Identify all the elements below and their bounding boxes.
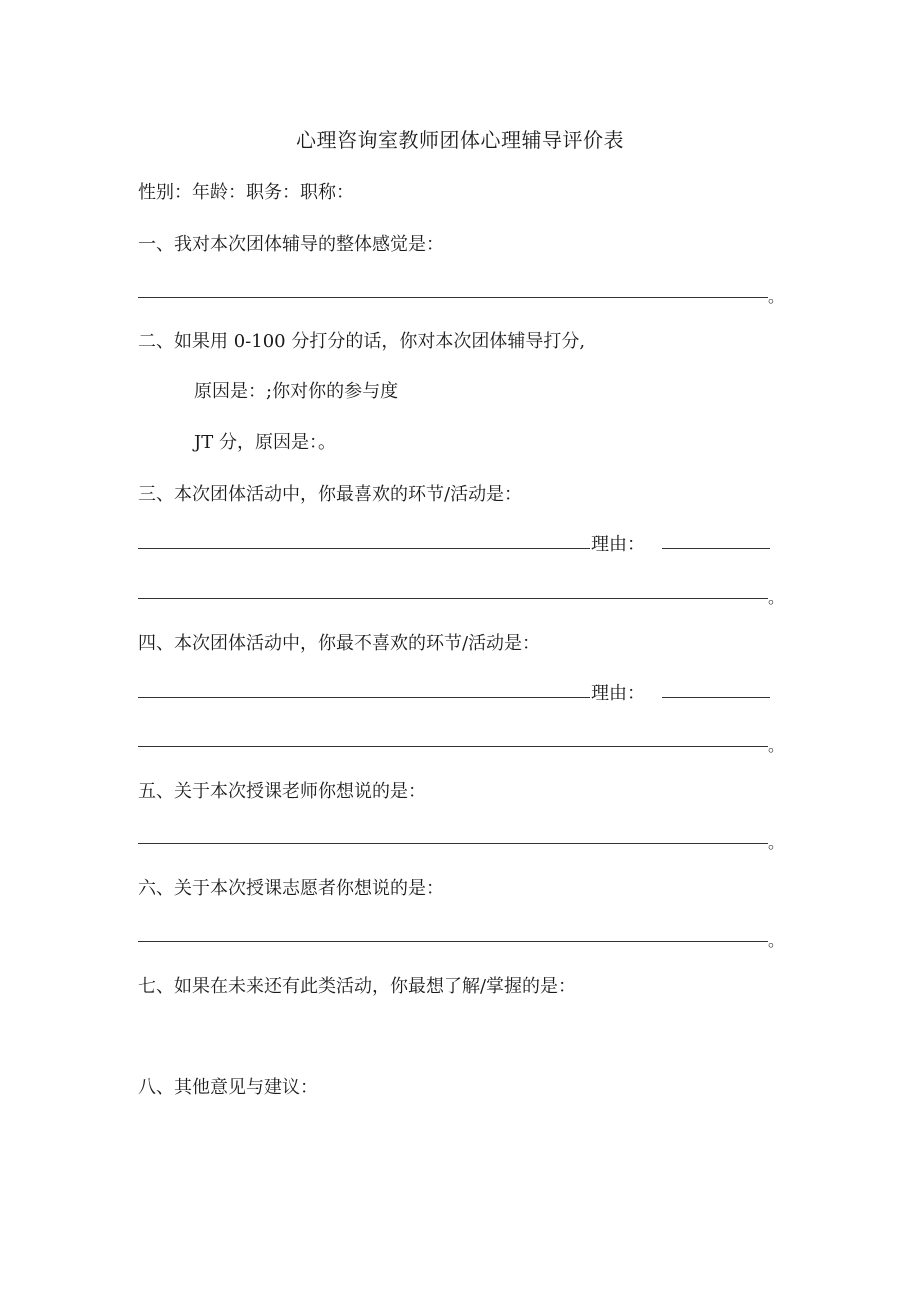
favorite-activity-line[interactable] — [138, 548, 590, 549]
question-2-reason: 原因是：;你对你的参与度 — [194, 381, 399, 402]
question-4: 四、本次团体活动中，你最不喜欢的环节/活动是： — [138, 633, 541, 654]
answer-line-1-end: 。 — [768, 287, 785, 306]
question-5: 五、关于本次授课老师你想说的是： — [138, 781, 426, 802]
least-favorite-reason-line-a[interactable] — [662, 697, 770, 698]
profile-line: 性别：年龄：职务：职称： — [138, 182, 354, 203]
question-1: 一、我对本次团体辅导的整体感觉是： — [138, 234, 444, 255]
question-6: 六、关于本次授课志愿者你想说的是： — [138, 878, 444, 899]
answer-line-5[interactable] — [138, 843, 768, 844]
question-3: 三、本次团体活动中，你最喜欢的环节/活动是： — [138, 484, 523, 505]
question-2: 二、如果用 0-100 分打分的话，你对本次团体辅导打分, — [138, 331, 586, 352]
favorite-reason-label: 理由： — [591, 534, 645, 555]
least-favorite-reason-line-b[interactable] — [138, 746, 768, 747]
answer-line-1[interactable] — [138, 297, 768, 298]
favorite-reason-end: 。 — [768, 588, 785, 607]
question-2-participation: JT 分，原因是：。 — [194, 432, 336, 453]
favorite-reason-line-b[interactable] — [138, 598, 768, 599]
answer-line-5-end: 。 — [768, 833, 785, 852]
least-favorite-reason-end: 。 — [768, 736, 785, 755]
least-favorite-reason-label: 理由： — [591, 683, 645, 704]
question-7: 七、如果在未来还有此类活动，你最想了解/掌握的是： — [138, 976, 577, 997]
favorite-reason-line-a[interactable] — [662, 548, 770, 549]
answer-line-6-end: 。 — [768, 931, 785, 950]
question-8: 八、其他意见与建议： — [138, 1077, 318, 1098]
page-title: 心理咨询室教师团体心理辅导评价表 — [296, 128, 624, 152]
least-favorite-activity-line[interactable] — [138, 697, 590, 698]
answer-line-6[interactable] — [138, 941, 768, 942]
